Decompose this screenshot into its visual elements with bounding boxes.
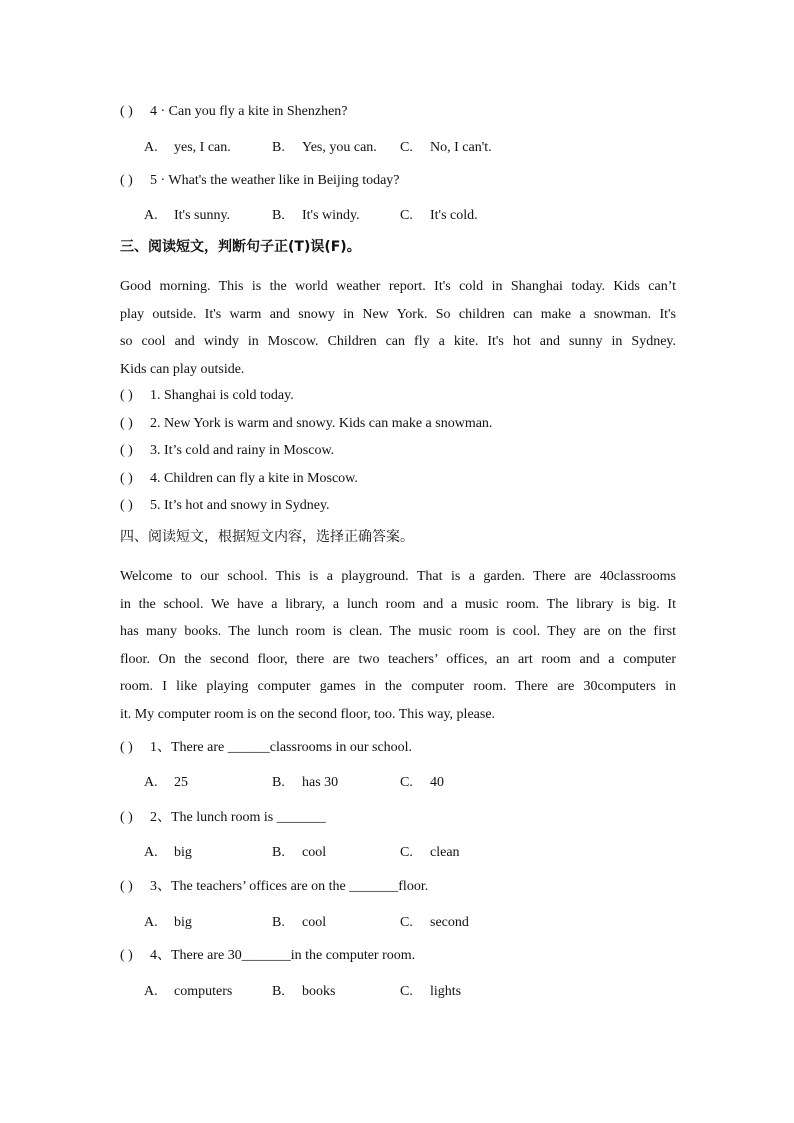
tf-text: 2. New York is warm and snowy. Kids can make a snowman. <box>150 416 493 431</box>
option-b[interactable]: B. Yes, you can. <box>272 140 377 155</box>
tf-text: 4. Children can fly a kite in Moscow. <box>150 471 358 486</box>
section-4-passage <box>120 563 676 729</box>
answer-blank[interactable]: ( ) <box>120 740 133 755</box>
passage-line: so cool and windy in Moscow. Children can fly a kite. It's hot and sunny in Sydney. <box>120 334 676 350</box>
option-b[interactable]: B. has 30 <box>272 775 339 790</box>
passage-line: Kids can play outside. <box>120 361 245 377</box>
passage-line: Welcome to our school. This is a playground. That is a garden. There are 40classrooms <box>120 569 676 584</box>
passage-line: play outside. It's warm and snowy in New York. So children can make a snowman. It's <box>120 306 676 322</box>
answer-blank[interactable]: ( ) <box>120 416 133 431</box>
passage-line: floor. On the second floor, there are two teachers’ offices, an art room and a computer <box>120 651 676 667</box>
tf-item-1 <box>120 387 294 405</box>
passage-line: Good morning. This is the world weather report. It's cold in Shanghai today. Kids can’t <box>120 279 676 294</box>
question-4 <box>120 103 348 121</box>
question-text: 1、There are ______classrooms in our school. <box>150 740 413 755</box>
tf-item-5 <box>120 497 330 515</box>
option-b[interactable]: B. cool <box>272 845 327 860</box>
section-4-heading: 四、阅读短文，根据短文内容，选择正确答案。 <box>120 529 414 545</box>
answer-blank[interactable]: ( ) <box>120 388 133 403</box>
mc-question-4-options <box>144 983 461 1001</box>
answer-blank[interactable]: ( ) <box>120 471 133 486</box>
passage-line: has many books. The lunch room is clean. The music room is cool. They are on the first <box>120 624 676 640</box>
passage-line: it. My computer room is on the second floor, too. This way, please. <box>120 706 496 722</box>
mc-question-3-options <box>144 914 469 932</box>
answer-blank[interactable]: ( ) <box>120 498 133 513</box>
question-5-options <box>144 207 478 225</box>
option-a[interactable]: A. It's sunny. <box>144 208 231 223</box>
option-a[interactable]: A. yes, I can. <box>144 140 231 155</box>
mc-question-2 <box>120 809 326 827</box>
mc-question-1 <box>120 739 412 757</box>
option-c[interactable]: C. lights <box>400 984 462 999</box>
option-c[interactable]: C. No, I can't. <box>400 140 492 155</box>
question-text: 5 · What's the weather like in Beijing today? <box>150 173 400 188</box>
option-c[interactable]: C. second <box>400 915 469 930</box>
option-c[interactable]: C. It's cold. <box>400 208 478 223</box>
section-3-passage <box>120 273 676 383</box>
option-a[interactable]: A. computers <box>144 984 233 999</box>
mc-question-1-options <box>144 774 444 792</box>
mc-question-3 <box>120 878 428 896</box>
option-b[interactable]: B. cool <box>272 915 327 930</box>
tf-text: 5. It’s hot and snowy in Sydney. <box>150 498 330 513</box>
question-text: 4 · Can you fly a kite in Shenzhen? <box>150 104 348 119</box>
tf-text: 1. Shanghai is cold today. <box>150 388 294 403</box>
section-3-heading: 三、阅读短文，判断句子正(T)误(F)。 <box>120 239 361 255</box>
answer-blank[interactable]: ( ) <box>120 443 133 458</box>
answer-blank[interactable]: ( ) <box>120 104 133 119</box>
answer-blank[interactable]: ( ) <box>120 810 133 825</box>
option-a[interactable]: A. 25 <box>144 775 188 790</box>
tf-item-3 <box>120 442 334 460</box>
tf-text: 3. It’s cold and rainy in Moscow. <box>150 443 335 458</box>
option-b[interactable]: B. It's windy. <box>272 208 360 223</box>
question-4-options <box>144 139 492 157</box>
passage-line: in the school. We have a library, a lunch room and a music room. The library is big. It <box>120 596 676 612</box>
option-b[interactable]: B. books <box>272 984 336 999</box>
option-a[interactable]: A. big <box>144 915 192 930</box>
answer-blank[interactable]: ( ) <box>120 879 133 894</box>
option-a[interactable]: A. big <box>144 845 192 860</box>
question-text: 4、There are 30_______in the computer room. <box>150 948 416 963</box>
question-5 <box>120 172 400 190</box>
option-c[interactable]: C. 40 <box>400 775 444 790</box>
option-c[interactable]: C. clean <box>400 845 460 860</box>
question-text: 2、The lunch room is _______ <box>150 810 326 825</box>
question-text: 3、The teachers’ offices are on the _______floor. <box>150 879 429 894</box>
passage-line: room. I like playing computer games in the computer room. There are 30computers in <box>120 679 676 695</box>
mc-question-2-options <box>144 844 460 862</box>
mc-question-4 <box>120 947 415 965</box>
answer-blank[interactable]: ( ) <box>120 948 133 963</box>
tf-item-2 <box>120 415 492 433</box>
tf-item-4 <box>120 470 358 488</box>
answer-blank[interactable]: ( ) <box>120 173 133 188</box>
